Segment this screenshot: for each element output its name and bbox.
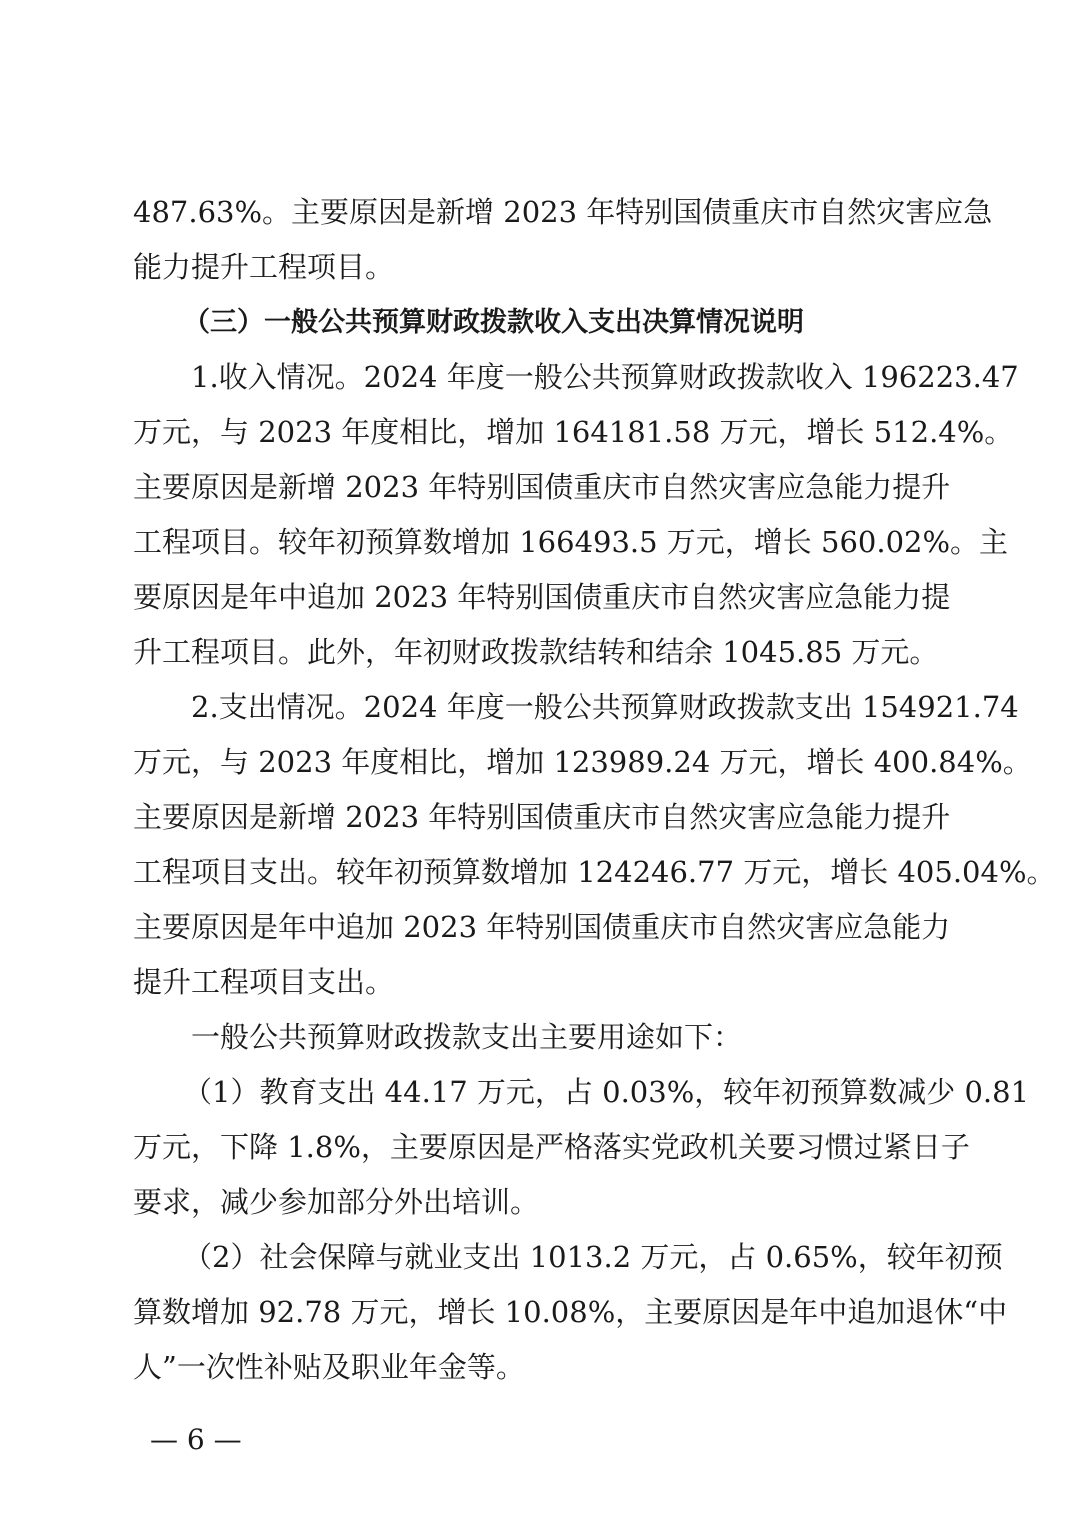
body-line: 1.收入情况。2024 年度一般公共预算财政拨款收入 196223.47 <box>191 360 1019 394</box>
body-line: 要求，减少参加部分外出培训。 <box>133 1185 540 1219</box>
body-line: 万元，与 2023 年度相比，增加 123989.24 万元，增长 400.84%。 <box>133 745 1032 779</box>
body-line: 能力提升工程项目。 <box>133 250 395 284</box>
body-line: （1）教育支出 44.17 万元，占 0.03%，较年初预算数减少 0.81 <box>183 1075 1030 1109</box>
body-line: 工程项目支出。较年初预算数增加 124246.77 万元，增长 405.04%。 <box>133 855 1056 889</box>
body-line: 升工程项目。此外，年初财政拨款结转和结余 1045.85 万元。 <box>133 635 939 669</box>
body-line: 人”一次性补贴及职业年金等。 <box>133 1350 525 1384</box>
body-line: 一般公共预算财政拨款支出主要用途如下： <box>191 1020 743 1054</box>
body-line: 工程项目。较年初预算数增加 166493.5 万元，增长 560.02%。主 <box>133 525 1009 559</box>
body-line: 要原因是年中追加 2023 年特别国债重庆市自然灾害应急能力提 <box>133 580 951 614</box>
body-line: （2）社会保障与就业支出 1013.2 万元，占 0.65%，较年初预 <box>183 1240 1003 1274</box>
document-body <box>133 185 1056 1395</box>
section-heading: （三）一般公共预算财政拨款收入支出决算情况说明 <box>183 307 804 338</box>
page-number: — 6 — <box>150 1423 242 1456</box>
body-line: 主要原因是新增 2023 年特别国债重庆市自然灾害应急能力提升 <box>133 800 951 834</box>
body-line: 万元，下降 1.8%，主要原因是严格落实党政机关要习惯过紧日子 <box>133 1130 970 1164</box>
body-line: 主要原因是年中追加 2023 年特别国债重庆市自然灾害应急能力 <box>133 910 951 944</box>
body-line: 主要原因是新增 2023 年特别国债重庆市自然灾害应急能力提升 <box>133 470 951 504</box>
body-line: 2.支出情况。2024 年度一般公共预算财政拨款支出 154921.74 <box>191 690 1019 724</box>
body-line: 算数增加 92.78 万元，增长 10.08%，主要原因是年中追加退休“中 <box>133 1295 1008 1329</box>
body-line: 万元，与 2023 年度相比，增加 164181.58 万元，增长 512.4%。 <box>133 415 1014 449</box>
body-line: 提升工程项目支出。 <box>133 965 395 999</box>
body-line: 487.63%。主要原因是新增 2023 年特别国债重庆市自然灾害应急 <box>133 195 993 229</box>
